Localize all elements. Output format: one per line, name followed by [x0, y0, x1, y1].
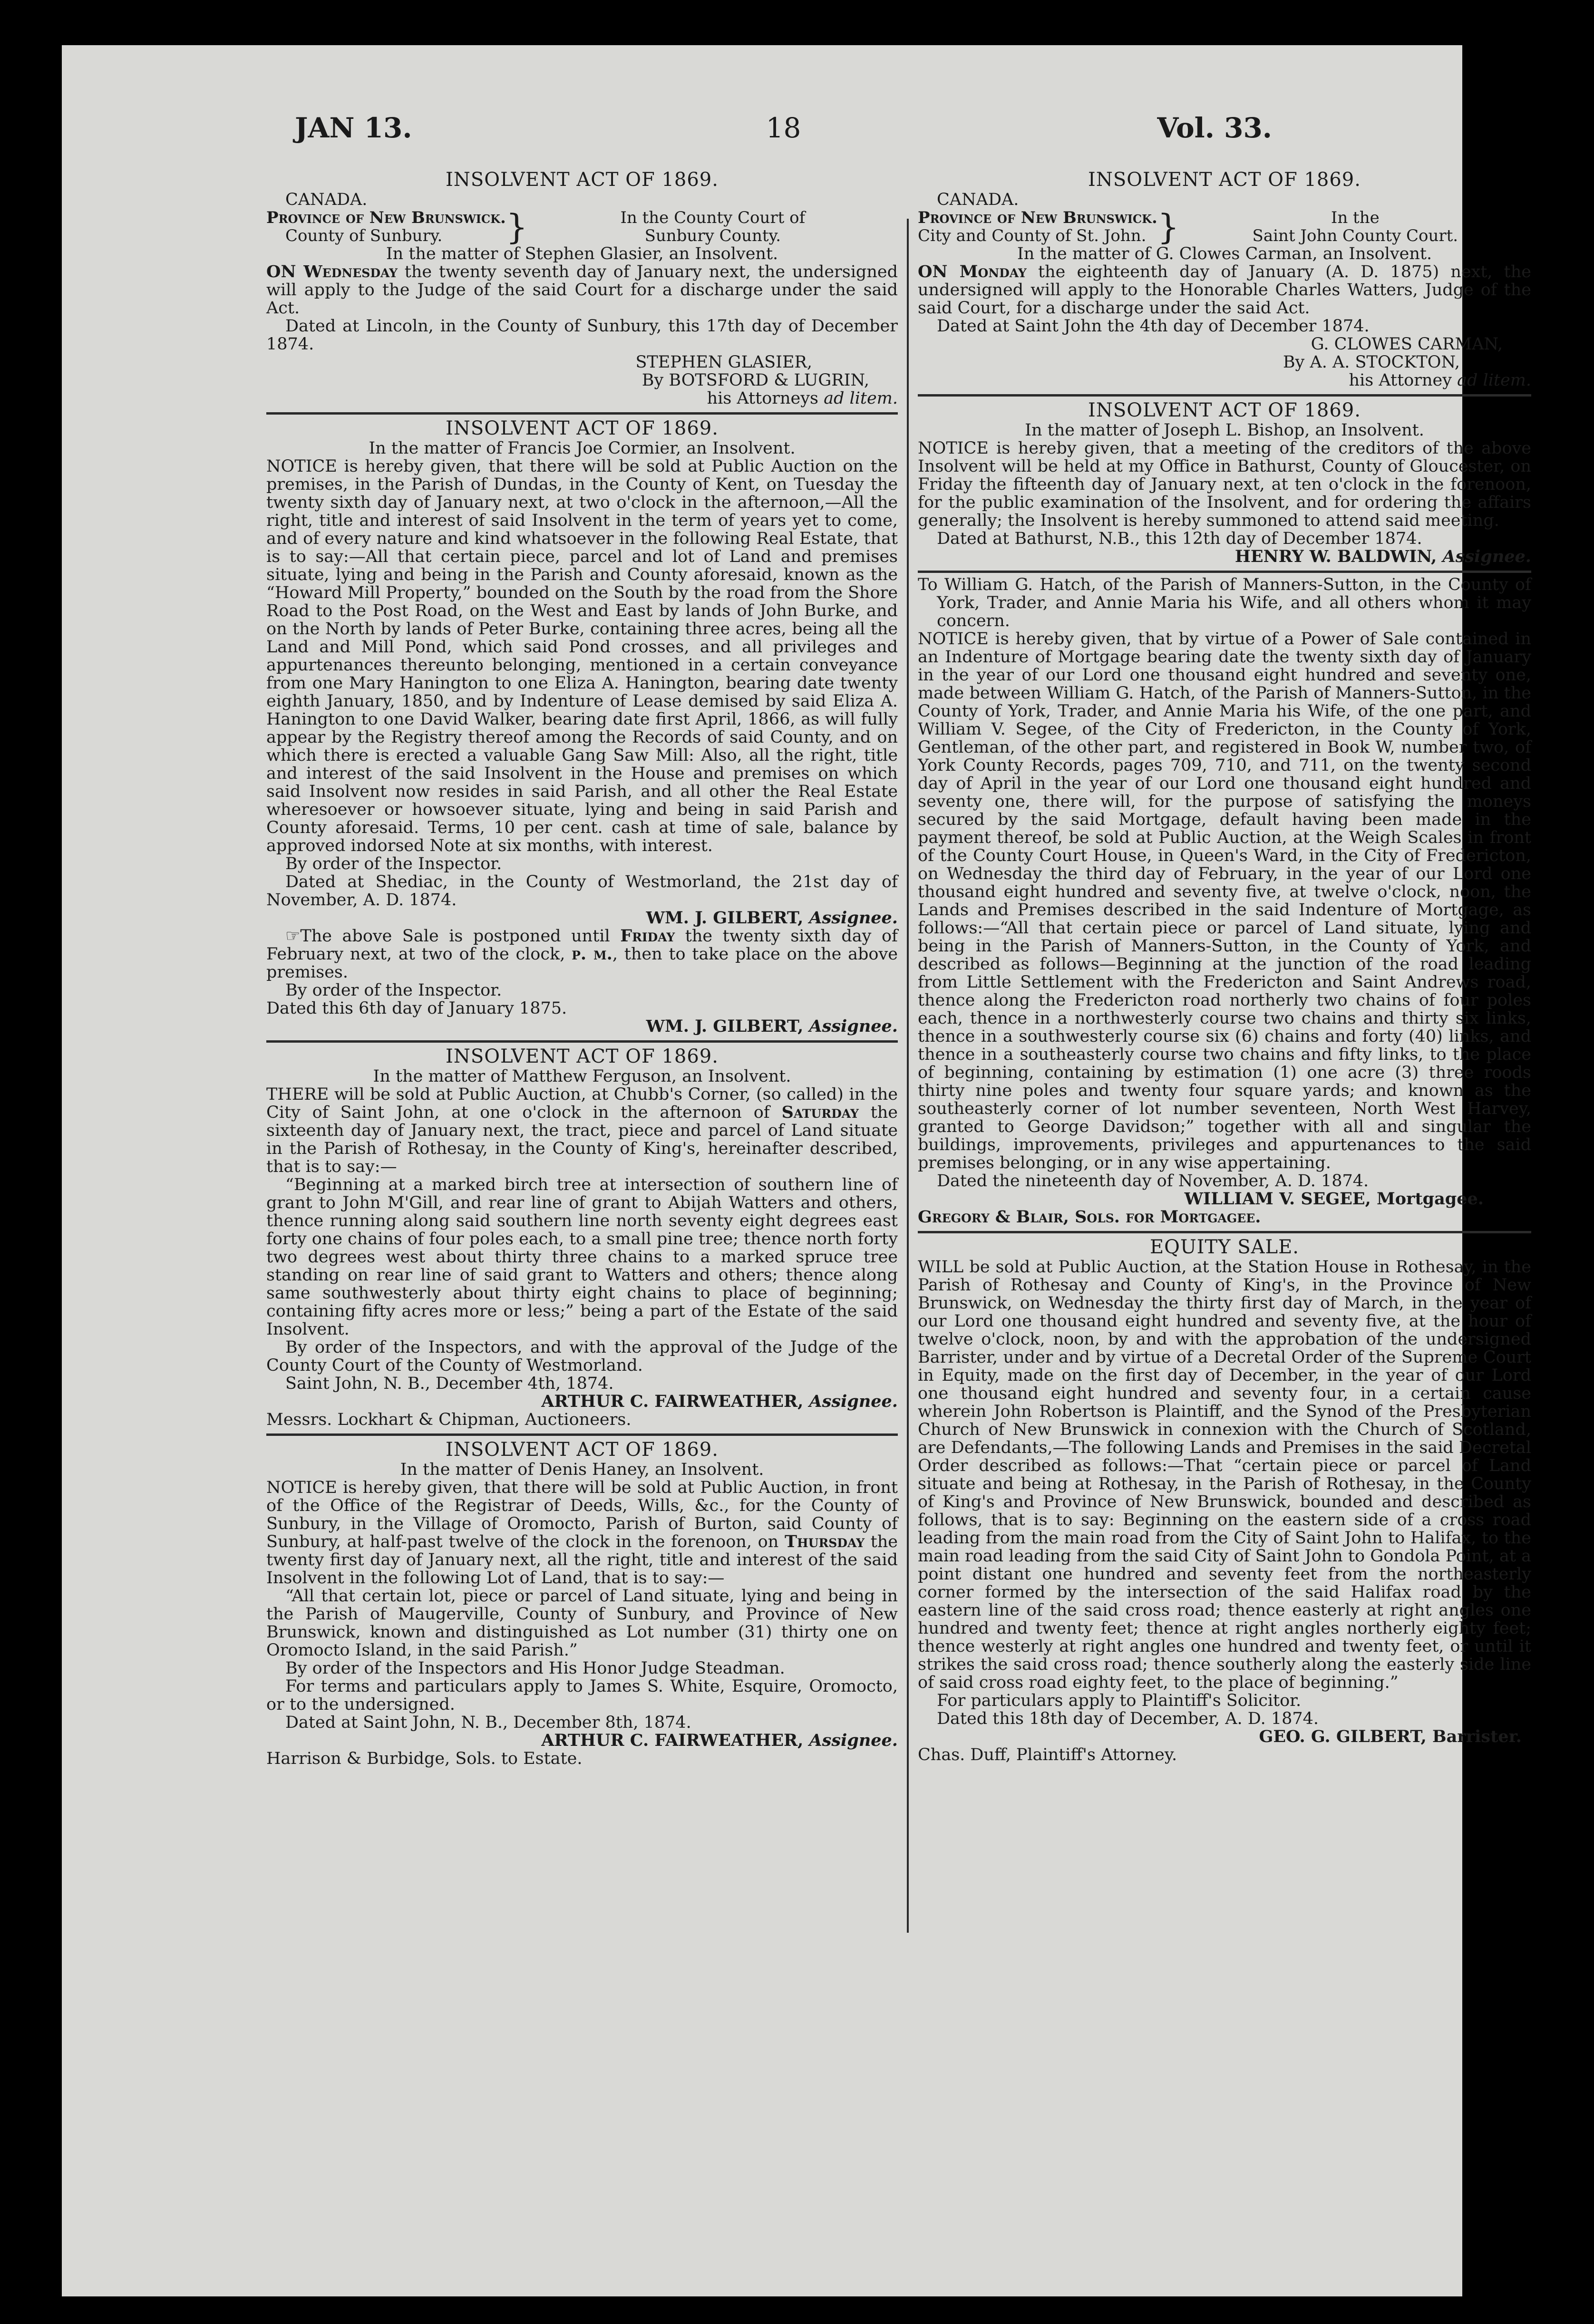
attorney-prefix: his Attorney: [1349, 371, 1458, 390]
notice-title: INSOLVENT ACT OF 1869.: [1088, 169, 1361, 191]
notice-title: INSOLVENT ACT OF 1869.: [446, 1439, 719, 1461]
gazette-page: [62, 45, 1532, 2296]
auctioneers: Messrs. Lockhart & Chipman, Auctioneers.: [266, 1410, 632, 1429]
signatory-attorney: By A. A. STOCKTON,: [1283, 353, 1460, 372]
signatory-attorneys: By BOTSFORD & LUGRIN,: [641, 371, 869, 390]
notice-dated: Dated this 6th day of January 1875.: [266, 999, 567, 1018]
notice-title: EQUITY SALE.: [1149, 1236, 1300, 1258]
lead-words: ON Wednesday: [266, 262, 398, 281]
county-label: City and County of St. John.: [918, 226, 1147, 245]
notice-order: By order of the Inspectors, and with the approval of the Judge of the County Court of the County of Westmorland.: [266, 1338, 898, 1375]
attorney-line: [266, 389, 898, 407]
notice-haney: [266, 1433, 898, 1772]
notice-title: INSOLVENT ACT OF 1869.: [1088, 399, 1361, 421]
plaintiff-attorney: Chas. Duff, Plaintiff's Attorney.: [918, 1745, 1177, 1764]
notice-body: NOTICE is hereby given, that there will be sold at Public Auction on the premises, in the Parish of Dundas, in the County of Kent, on Tuesday the twenty sixth day of January next, at two o'clock in the afternoon,—All the right, title and interest of said Insolvent in the term of years yet to come, and of every nature and kind whatsoever in the following Real Estate, that is to say:—All that certain piece, parcel and lot of Land and premises situate, lying and being in the Parish and County aforesaid, known as the “Howard Mill Property,” bounded on the South by the road from the Shore Road to the Post Road, on the West and East by lands of John Burke, and on the North by lands of Peter Burke, containing three acres, being all the Land and Mill Pond, which said Pond crosses, and all privileges and appurtenances thereunto belonging, mentioned in a certain conveyance from one Mary Hanington to one Eliza A. Hanington, bearing date twenty eighth January, 1850, and by Indenture of Lease demised by said Eliza A. Hanington to one David Walker, bearing date first April, 1866, as will fully appear by the Registry thereof among the Records of said County, and on which there is erected a valuable Gang Saw Mill: Also, all the right, title and interest of the said Insolvent in the House and premises on which said Insolvent now resides in said Parish, and all other the Real Estate wheresoever or howsoever situate, lying and being in said Parish and County aforesaid. Terms, 10 per cent. cash at time of sale, balance by approved indorsed Note at six months, with interest.: [266, 457, 898, 855]
left-column: [266, 169, 898, 2208]
notice-title: INSOLVENT ACT OF 1869.: [446, 169, 719, 191]
province-block: [266, 209, 506, 245]
notice-body: [918, 263, 1531, 317]
assignee-signature: WM. J. GILBERT, Assignee.: [646, 908, 898, 928]
notice-bishop: [918, 394, 1531, 571]
attorney-prefix: his Attorneys: [707, 389, 824, 408]
court-block: [918, 209, 1531, 245]
notice-dated: Dated at Bathurst, N.B., this 12th day of December 1874.: [937, 529, 1422, 548]
pointing-hand-icon: ☞: [285, 927, 301, 946]
court-county: Saint John County Court.: [1252, 226, 1458, 245]
notice-matter: In the matter of Francis Joe Cormier, an Insolvent.: [369, 439, 796, 458]
notice-glasier: [266, 169, 898, 412]
issue-date: JAN 13.: [295, 112, 412, 144]
notice-equity-sale: [918, 1231, 1531, 1769]
notice-terms: For terms and particulars apply to James S. White, Esquire, Oromocto, or to the undersigned.: [266, 1677, 898, 1714]
volume-number: Vol. 33.: [1157, 112, 1272, 144]
signatory: STEPHEN GLASIER,: [635, 353, 812, 372]
county-label: County of Sunbury.: [285, 226, 443, 245]
province-block: [918, 209, 1157, 245]
postponement: ☞The above Sale is postponed until Friday the twenty sixth day of February next, at two of the clock, p. m., then to take place on the above premises.: [266, 926, 898, 982]
assignee-signature: ARTHUR C. FAIRWEATHER, Assignee.: [541, 1731, 898, 1750]
province-label: Province of New Brunswick.: [266, 208, 506, 227]
notice-dated: Dated at Lincoln, in the County of Sunbury, this 17th day of December 1874.: [266, 317, 898, 354]
notice-body: NOTICE is hereby given, that by virtue of a Power of Sale contained in an Indenture of Mortgage bearing date the twenty sixth day of January in the year of our Lord one thousand eight hundred and seventy one, made between William G. Hatch, of the Parish of Manners-Sutton, in the County of York, Trader, and Annie Maria his Wife, of the one part, and William V. Segee, of the City of Fredericton, in the County of York, Gentleman, of the other part, and registered in Book W, number two, of York County Records, pages 709, 710, and 711, on the twenty second day of April in the year of our Lord one thousand eight hundred and seventy one, there will, for the purpose of satisfying the moneys secured by the said Mortgage, default having been made in the payment thereof, be sold at Public Auction, at the Weigh Scales in front of the County Court House, in Queen's Ward, in the City of Fredericton, on Wednesday the third day of February, in the year of our Lord one thousand eight hundred and seventy five, at twelve o'clock, noon, the Lands and Premises described in the said Indenture of Mortgage, as follows:—“All that certain piece or parcel of Land situate, lying and being in the Parish of Manners-Sutton, in the County of York, and described as follows—Beginning at the junction of the road leading from Little Settlement with the Fredericton and Saint Andrews road, thence along the Fredericton road northerly two chains of four poles each, thence in a northwesterly course two chains and thirty six links, thence in a southwesterly course six (6) chains and forty (40) links, and thence in a southeasterly course two chains and fifty links, to the place of beginning, containing by estimation (1) one acre (3) three roods thirty nine poles and twenty four square yards; and known as the southeasterly corner of lot number seventeen, North West Harvey, granted to George Davidson;” together with all and singular the buildings, improvements, privileges and appurtenances to the said premises belonging, or in any wise appertaining.: [918, 629, 1531, 1172]
column-divider: [907, 219, 909, 1933]
assignee-signature: HENRY W. BALDWIN, Assignee.: [1234, 547, 1531, 566]
page-number: 18: [766, 112, 801, 144]
assignee-signature: WM. J. GILBERT, Assignee.: [646, 1017, 898, 1036]
notice-matter: In the matter of Joseph L. Bishop, an Insolvent.: [1025, 421, 1424, 440]
attorney-italic: ad litem.: [1457, 371, 1531, 390]
notice-carman: [918, 169, 1531, 394]
notice-body: THERE will be sold at Public Auction, at Chubb's Corner, (so called) in the City of Saint John, at one o'clock in the afternoon of Saturday the sixteenth day of January next, the tract, piece and parcel of Land situate in the Parish of Rothesay, in the County of King's, hereinafter described, that is to say:—: [266, 1085, 898, 1176]
solicitors: Harrison & Burbidge, Sols. to Estate.: [266, 1749, 583, 1768]
property-description: “Beginning at a marked birch tree at intersection of southern line of grant to John M'Gill, and rear line of grant to Abijah Watters and others, thence running along said southern line north seventy eight degrees east forty one chains of four poles each, to a small pine tree; thence north forty two degrees west about thirty three chains to a marked spruce tree standing on rear line of said grant to Watters and others; thence along same southwesterly about thirty eight chains to place of beginning; containing fifty acres more or less;” being a part of the Estate of the said Insolvent.: [266, 1175, 898, 1339]
notice-matter: In the matter of Stephen Glasier, an Insolvent.: [386, 244, 778, 263]
notice-order: By order of the Inspector.: [285, 981, 502, 1000]
notice-cormier: [266, 412, 898, 1040]
body-text: the twenty seventh day of January next, the undersigned will apply to the Judge of the said Court for a discharge under the said Act.: [266, 262, 898, 318]
court-county: Sunbury County.: [644, 226, 781, 245]
notice-dated: Dated at Shediac, in the County of Westmorland, the 21st day of November, A. D. 1874.: [266, 872, 898, 910]
notice-dated: Dated the nineteenth day of November, A. D. 1874.: [937, 1172, 1369, 1191]
property-description: “All that certain lot, piece or parcel of Land situate, lying and being in the Parish of Maugerville, County of Sunbury, and Province of New Brunswick, known and distinguished as Lot number (31) thirty one on Oromocto Island, in the said Parish.”: [266, 1587, 898, 1660]
notice-dated: Dated this 18th day of December, A. D. 1874.: [937, 1709, 1319, 1728]
province-label: Province of New Brunswick.: [918, 208, 1157, 227]
notice-addressees: To William G. Hatch, of the Parish of Manners-Sutton, in the County of York, Trader, and Annie Maria his Wife, and all others whom it may concern.: [918, 575, 1531, 630]
right-column: [918, 169, 1531, 2208]
notice-matter: In the matter of Denis Haney, an Insolvent.: [400, 1460, 764, 1479]
court-name-block: [1179, 209, 1531, 245]
notice-title: INSOLVENT ACT OF 1869.: [446, 417, 719, 439]
notice-order: By order of the Inspectors and His Honor Judge Steadman.: [285, 1659, 785, 1678]
body-text: the eighteenth day of January (A. D. 1875) next, the undersigned will apply to the Honorable Charles Watters, Judge of the said Court, for a discharge under the said Act.: [918, 262, 1532, 318]
court-name: In the: [1331, 208, 1380, 227]
notice-body: [266, 263, 898, 317]
signatory: G. CLOWES CARMAN,: [1311, 335, 1503, 354]
barrister-signature: GEO. G. GILBERT, Barrister.: [1259, 1727, 1522, 1746]
page-header: [295, 112, 1272, 164]
notice-ferguson: [266, 1040, 898, 1433]
brace-glyph: }: [1157, 207, 1179, 247]
notice-dated: Saint John, N. B., December 4th, 1874.: [285, 1374, 614, 1393]
court-block: [266, 209, 898, 245]
canada-label: CANADA.: [937, 190, 1019, 209]
notice-body: NOTICE is hereby given, that a meeting of the creditors of the above Insolvent will be held at my Office in Bathurst, County of Gloucester, on Friday the fifteenth day of January next, at ten o'clock in the forenoon, for the public examination of the Insolvent, and for ordering the affairs generally; the Insolvent is hereby summoned to attend said meeting.: [918, 439, 1531, 530]
notice-body: WILL be sold at Public Auction, at the Station House in Rothesay, in the Parish of Rothesay and County of King's, in the Province of New Brunswick, on Wednesday the thirty first day of March, in the year of our Lord one thousand eight hundred and seventy five, at the hour of twelve o'clock, noon, by and with the approbation of the undersigned Barrister, under and by virtue of a Decretal Order of the Supreme Court in Equity, made on the first day of December, in the year of our Lord one thousand eight hundred and seventy four, in a certain cause wherein John Robertson is Plaintiff, and the Synod of the Presbyterian Church of New Brunswick in connexion with the Church of Scotland, are Defendants,—The following Lands and Premises in the said Decretal Order described as follows:—That “certain piece or parcel of Land situate and being at Rothesay, in the Parish of Rothesay, in the County of King's and Province of New Brunswick, bounded and described as follows, that is to say: Beginning on the eastern side of a cross road leading from the main road from the City of Saint John to Halifax, to the main road leading from the said City of Saint John to Gondola Point, at a point distant one hundred and seventy feet from the northeasterly corner formed by the intersection of the said Halifax road by the eastern line of the said cross road; thence easterly at right angles one hundred and twenty feet; thence at right angles northerly eighty feet; thence westerly at right angles one hundred and twenty feet, or until it strikes the said cross road; thence southerly along the easterly side line of said cross road eighty feet, to the place of beginning.”: [918, 1258, 1531, 1692]
notice-matter: In the matter of G. Clowes Carman, an Insolvent.: [1017, 244, 1432, 263]
court-name-block: [528, 209, 898, 245]
lead-words: ON Monday: [918, 262, 1027, 281]
court-name: In the County Court of: [620, 208, 806, 227]
mortgagee-signature: WILLIAM V. SEGEE, Mortgagee.: [1184, 1189, 1484, 1209]
canada-label: CANADA.: [285, 190, 368, 209]
attorney-line: [918, 371, 1531, 389]
notice-order: By order of the Inspector.: [285, 854, 502, 873]
notice-title: INSOLVENT ACT OF 1869.: [446, 1046, 719, 1067]
notice-mortgage-sale: [918, 571, 1531, 1231]
attorney-italic: ad litem.: [824, 389, 898, 408]
brace-glyph: }: [505, 207, 528, 247]
assignee-signature: ARTHUR C. FAIRWEATHER, Assignee.: [541, 1392, 898, 1411]
notice-dated: Dated at Saint John, N. B., December 8th, 1874.: [285, 1713, 691, 1732]
notice-body: NOTICE is hereby given, that there will be sold at Public Auction, in front of the Office of the Registrar of Deeds, Wills, &c., for the County of Sunbury, in the Village of Oromocto, Parish of Burton, said County of Sunbury, at half-past twelve of the clock in the forenoon, on Thursday the twenty first day of January next, all the right, title and interest of the said Insolvent in the following Lot of Land, that is to say:—: [266, 1478, 898, 1588]
notice-particulars: For particulars apply to Plaintiff's Solicitor.: [937, 1691, 1302, 1710]
solicitors: Gregory & Blair, Sols. for Mortgagee.: [918, 1207, 1261, 1227]
notice-matter: In the matter of Matthew Ferguson, an Insolvent.: [373, 1067, 791, 1086]
notice-dated: Dated at Saint John the 4th day of December 1874.: [937, 317, 1370, 336]
